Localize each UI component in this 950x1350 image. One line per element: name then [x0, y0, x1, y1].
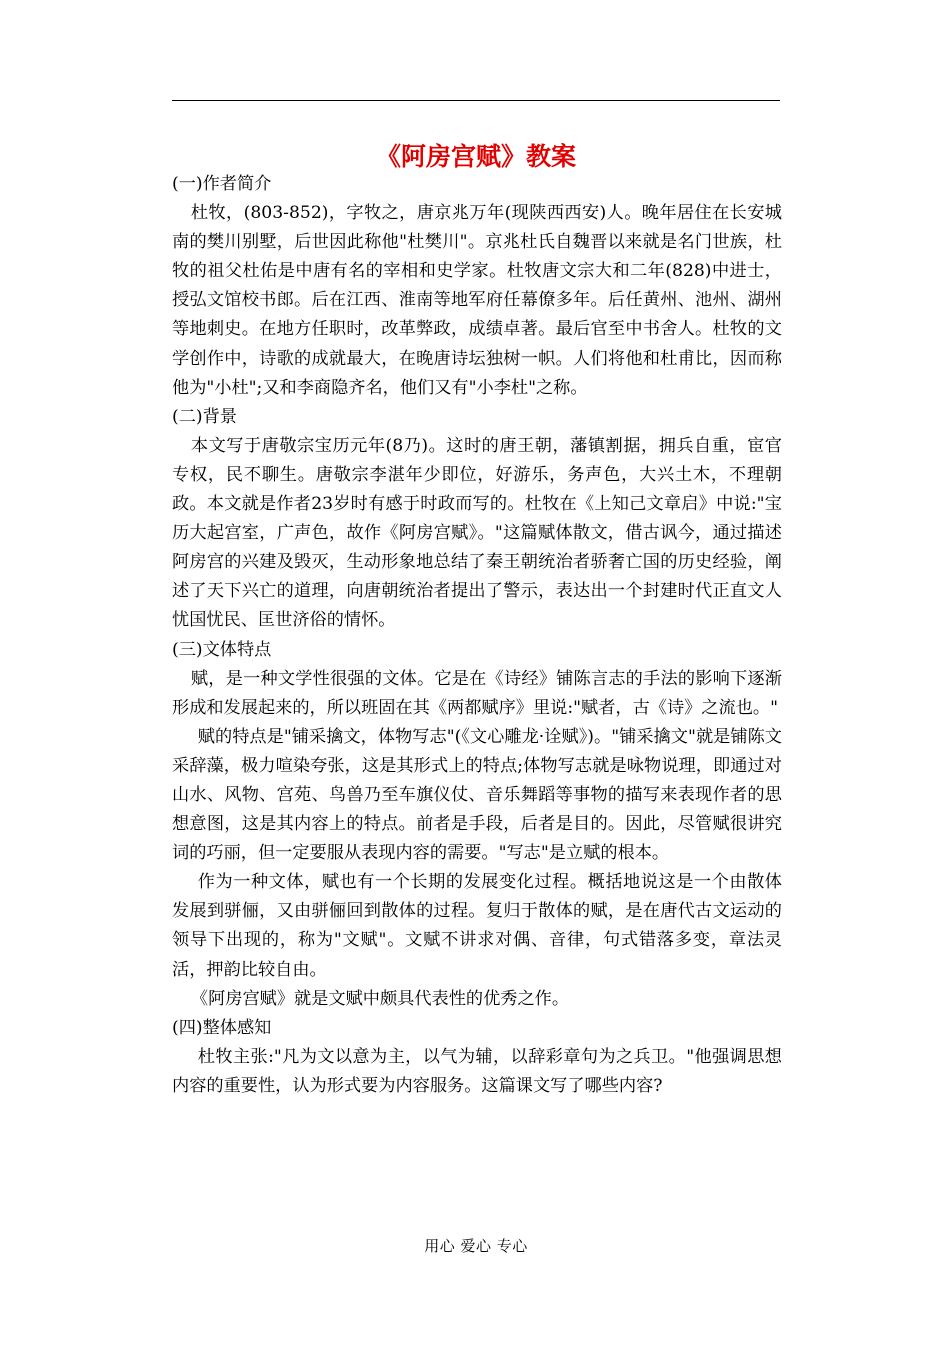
paragraph-genre-example: 《阿房宫赋》就是文赋中颇具代表性的优秀之作。: [190, 988, 570, 1009]
section-heading-author: (一)作者简介: [172, 174, 272, 194]
paragraph-genre-features: 赋的特点是"铺采擒文，体物写志"(《文心雕龙·诠赋》)。"铺采擒文"就是铺陈文采辞藻，极力喧染夸张，这是其形式上的特点;体物写志就是咏物说理，即通过对山水、风物、宫苑、鸟兽乃至车旗仪仗、音乐舞蹈等事物的描写来表现作者的思想意图，这是其内容上的特点。前者是手段，后者是目的。因此，尽管赋很讲究词的巧丽，但一定要服从表现内容的需要。"写志"是立赋的根本。: [172, 726, 782, 864]
section-heading-genre: (三)文体特点: [172, 639, 272, 660]
header-rule: [172, 100, 780, 101]
document-title: 《阿房宫赋》教案: [375, 142, 576, 171]
section-heading-overview: (四)整体感知: [172, 1017, 272, 1038]
paragraph-author-bio: 杜牧，(803-852)，字牧之，唐京兆万年(现陕西西安)人。晚年居住在长安城南的樊川别墅，后世因此称他"杜樊川"。京兆杜氏自魏晋以来就是名门世族，杜牧的祖父杜佑是中唐有名的宰相和史学家。杜牧唐文宗大和二年(828)中进士，授弘文馆校书郎。后在江西、淮南等地军府任幕僚多年。后任黄州、池州、湖州等地刺史。在地方任职时，改革弊政，成绩卓著。最后官至中书舍人。杜牧的文学创作中，诗歌的成就最大，在晚唐诗坛独树一帜。人们将他和杜甫比，因而称他为"小杜";又和李商隐齐名，他们又有"小李杜"之称。: [172, 203, 782, 398]
paragraph-background: 本文写于唐敬宗宝历元年(8乃)。这时的唐王朝，藩镇割据，拥兵自重，宦官专权，民不聊生。唐敬宗李湛年少即位，好游乐，务声色，大兴土木，不理朝政。本文就是作者23岁时有感于时政而写的。杜牧在《上知己文章启》中说:"宝历大起宫室，广声色，故作《阿房宫赋》。"这篇赋体散文，借古讽今，通过描述阿房宫的兴建及毁灭，生动形象地总结了秦王朝统治者骄奢亡国的历史经验，阐述了天下兴亡的道理，向唐朝统治者提出了警示，表达出一个封建时代正直文人忧国忧民、匡世济俗的情怀。: [172, 435, 782, 631]
page-footer: 用心 爱心 专心: [424, 1237, 528, 1255]
paragraph-overview: 杜牧主张:"凡为文以意为主，以气为辅，以辞彩章句为之兵卫。"他强调思想内容的重要性，认为形式要为内容服务。这篇课文写了哪些内容?: [172, 1046, 782, 1096]
paragraph-genre-intro: 赋，是一种文学性很强的文体。它是在《诗经》铺陈言志的手法的影响下逐渐形成和发展起来的，所以班固在其《两都赋序》里说:"赋者，古《诗》之流也。": [172, 668, 782, 718]
section-heading-background: (二)背景: [172, 406, 237, 427]
paragraph-genre-development: 作为一种文体，赋也有一个长期的发展变化过程。概括地说这是一个由散体发展到骈俪，又由骈俪回到散体的过程。复归于散体的赋，是在唐代古文运动的领导下出现的，称为"文赋"。文赋不讲求对偶、音律，句式错落多变，章法灵活，押韵比较自由。: [172, 872, 782, 980]
document-body: [172, 170, 782, 1101]
